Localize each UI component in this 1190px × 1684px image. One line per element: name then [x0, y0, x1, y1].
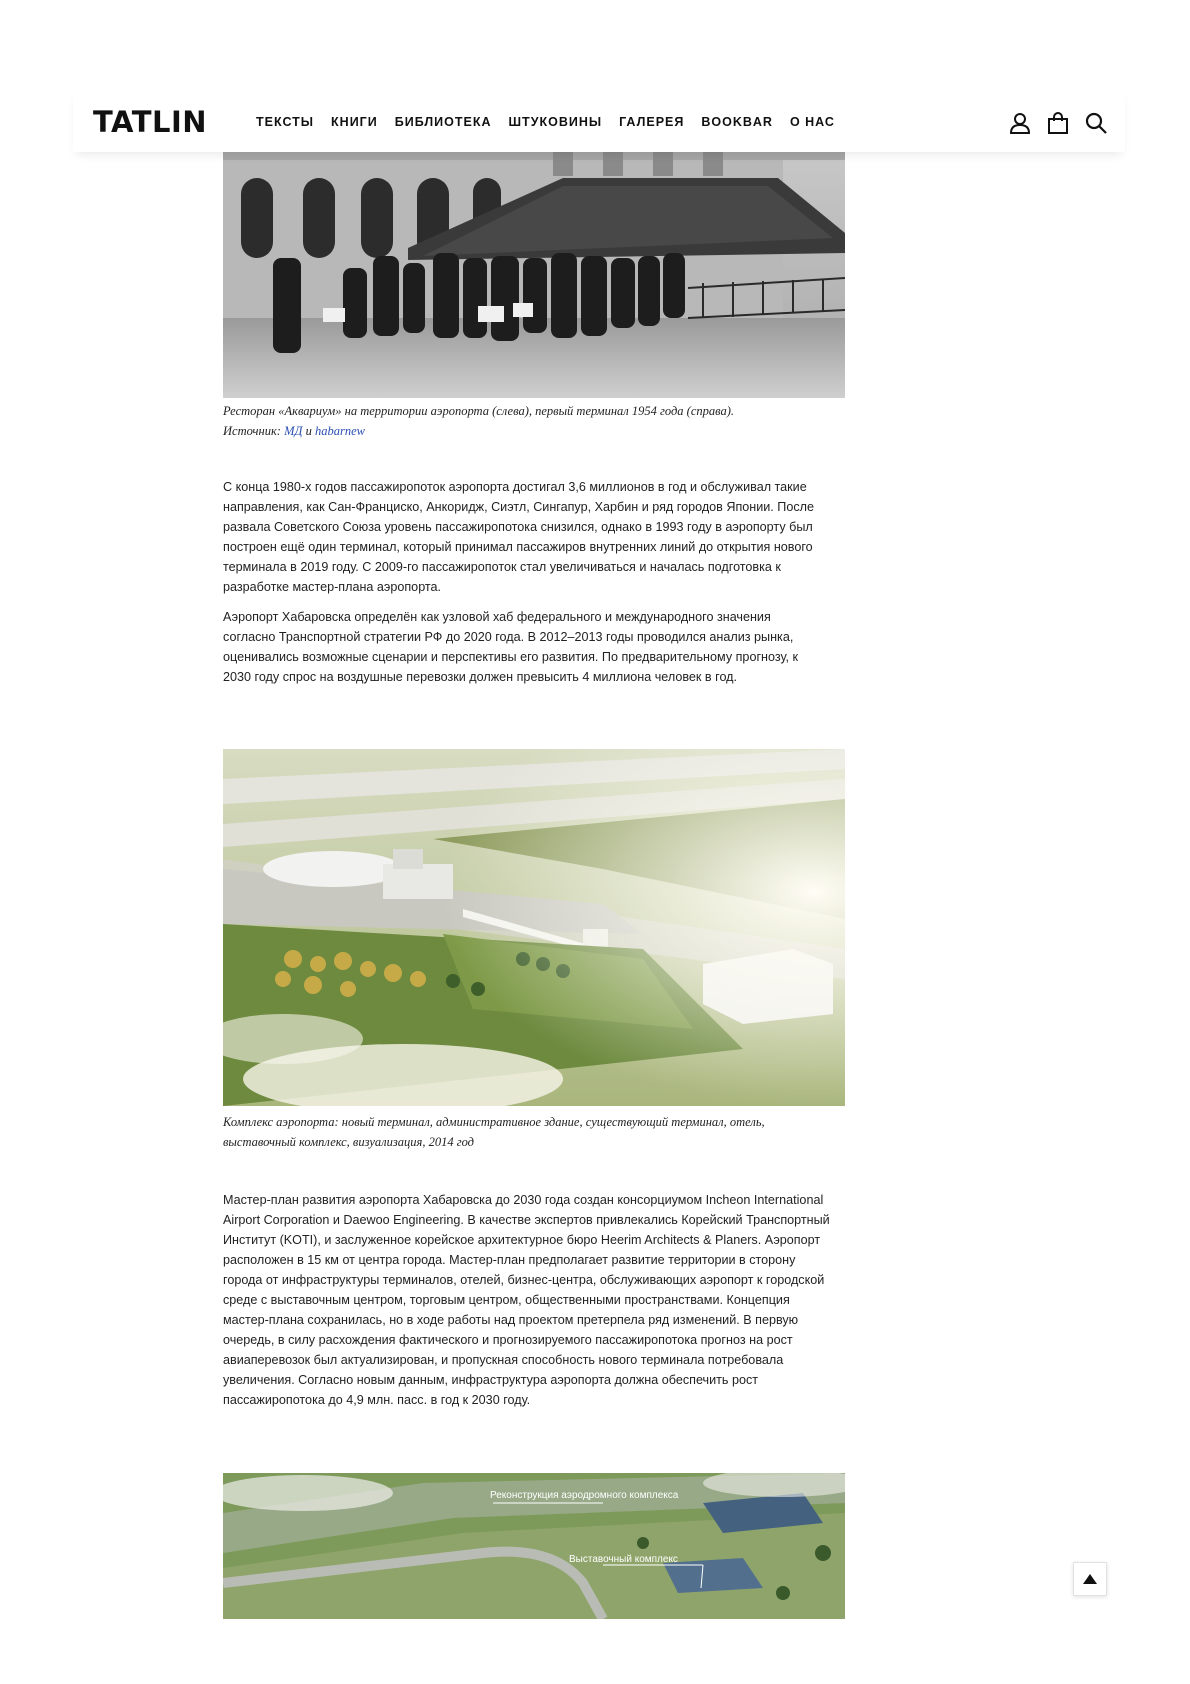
nav-item-texts[interactable]: ТЕКСТЫ	[256, 115, 315, 129]
image-caption-1	[223, 401, 863, 441]
site-logo[interactable]: TATLIN	[93, 105, 208, 139]
search-icon[interactable]	[1085, 112, 1107, 134]
master-plan-aerial	[223, 1473, 845, 1619]
caption-1-source-label: Источник:	[223, 424, 281, 438]
site-header	[73, 88, 1125, 152]
nav-item-books[interactable]: КНИГИ	[331, 115, 378, 129]
article-paragraph-1: С конца 1980-х годов пассажиропоток аэропорта достигал 3,6 миллионов в год и обслуживал такие направления, как Сан-Франциско, Анкоридж, Сиэтл, Сингапур, Харбин и ряд городов Японии. После развала Советского Союза уровень пассажиропотока снизился, однако в 1993 году в аэропорту был построен ещё один терминал, который принимал пассажиров внутренних линий до открытия нового терминала в 2019 году. С 2009-го пассажиропоток стал увеличиваться и началась подготовка к разработке мастер-плана аэропорта.	[223, 480, 815, 594]
airport-complex-render-art	[223, 749, 845, 1106]
master-plan-aerial-art	[223, 1473, 845, 1619]
scroll-to-top-button[interactable]	[1073, 1562, 1107, 1596]
historic-photo	[223, 138, 845, 398]
main-nav	[256, 116, 835, 129]
bag-icon[interactable]	[1047, 112, 1069, 134]
source-link-habarnew[interactable]: habarnew	[314, 424, 365, 438]
caption-1-joiner: и	[305, 424, 312, 438]
nav-item-bookbar[interactable]: BOOKBAR	[701, 115, 773, 129]
plan-label-airfield: Реконструкция аэродромного комплекса	[490, 1490, 679, 1501]
caption-2-text: Комплекс аэропорта: новый терминал, административное здание, существующий терминал, отель, выставочный комплекс, визуализация, 2014 год	[223, 1115, 765, 1149]
header-icons	[1009, 112, 1107, 134]
nav-item-things[interactable]: ШТУКОВИНЫ	[508, 115, 603, 129]
nav-item-about[interactable]: О НАС	[789, 115, 835, 129]
plan-label-exhibition: Выставочный комплекс	[569, 1554, 678, 1565]
user-icon[interactable]	[1009, 112, 1031, 134]
arrow-up-icon	[1082, 1573, 1098, 1585]
nav-item-gallery[interactable]: ГАЛЕРЕЯ	[619, 115, 685, 129]
image-caption-2	[223, 1112, 823, 1152]
source-link-md[interactable]: МД	[284, 424, 303, 438]
nav-item-library[interactable]: БИБЛИОТЕКА	[394, 115, 492, 129]
airport-complex-render	[223, 749, 845, 1106]
caption-1-text: Ресторан «Аквариум» на территории аэропорта (слева), первый терминал 1954 года (справа).	[223, 404, 735, 418]
historic-photo-art	[223, 138, 845, 398]
article-paragraph-2: Аэропорт Хабаровска определён как узловой хаб федерального и международного значения согласно Транспортной стратегии РФ до 2020 года. В 2012–2013 годы проводился анализ рынка, оценивались возможные сценарии и перспективы его развития. По предварительному прогнозу, к 2030 году спрос на воздушные перевозки должен превысить 4 миллиона человек в год.	[223, 610, 799, 684]
article-paragraph-3: Мастер-план развития аэропорта Хабаровска до 2030 года создан консорциумом Incheon International Airport Corporation и Daewoo Engineering. В качестве экспертов привлекались Корейский Транспортный Институт (KOTI), и заслуженное корейское архитектурное бюро Heerim Architects & Planers. Аэропорт расположен в 15 км от центра города. Мастер-план предполагает развитие территории в сторону города от инфраструктуры терминалов, отелей, бизнес-центра, обслуживающих аэропорт к городской среде с выставочным центром, торговым центром, общественными пространствами. Концепция мастер-плана сохранилась, но в ходе работы над проектом претерпела ряд изменений. В первую очередь, в силу расхождения фактического и прогнозируемого пассажиропотока прогноз на рост авиаперевозок был актуализирован, и пропускная способность нового терминала потребовала увеличения. Согласно новым данным, инфраструктура аэропорта должна обеспечить рост пассажиропотока до 4,9 млн. пасс. в год к 2030 году.	[223, 1193, 830, 1407]
